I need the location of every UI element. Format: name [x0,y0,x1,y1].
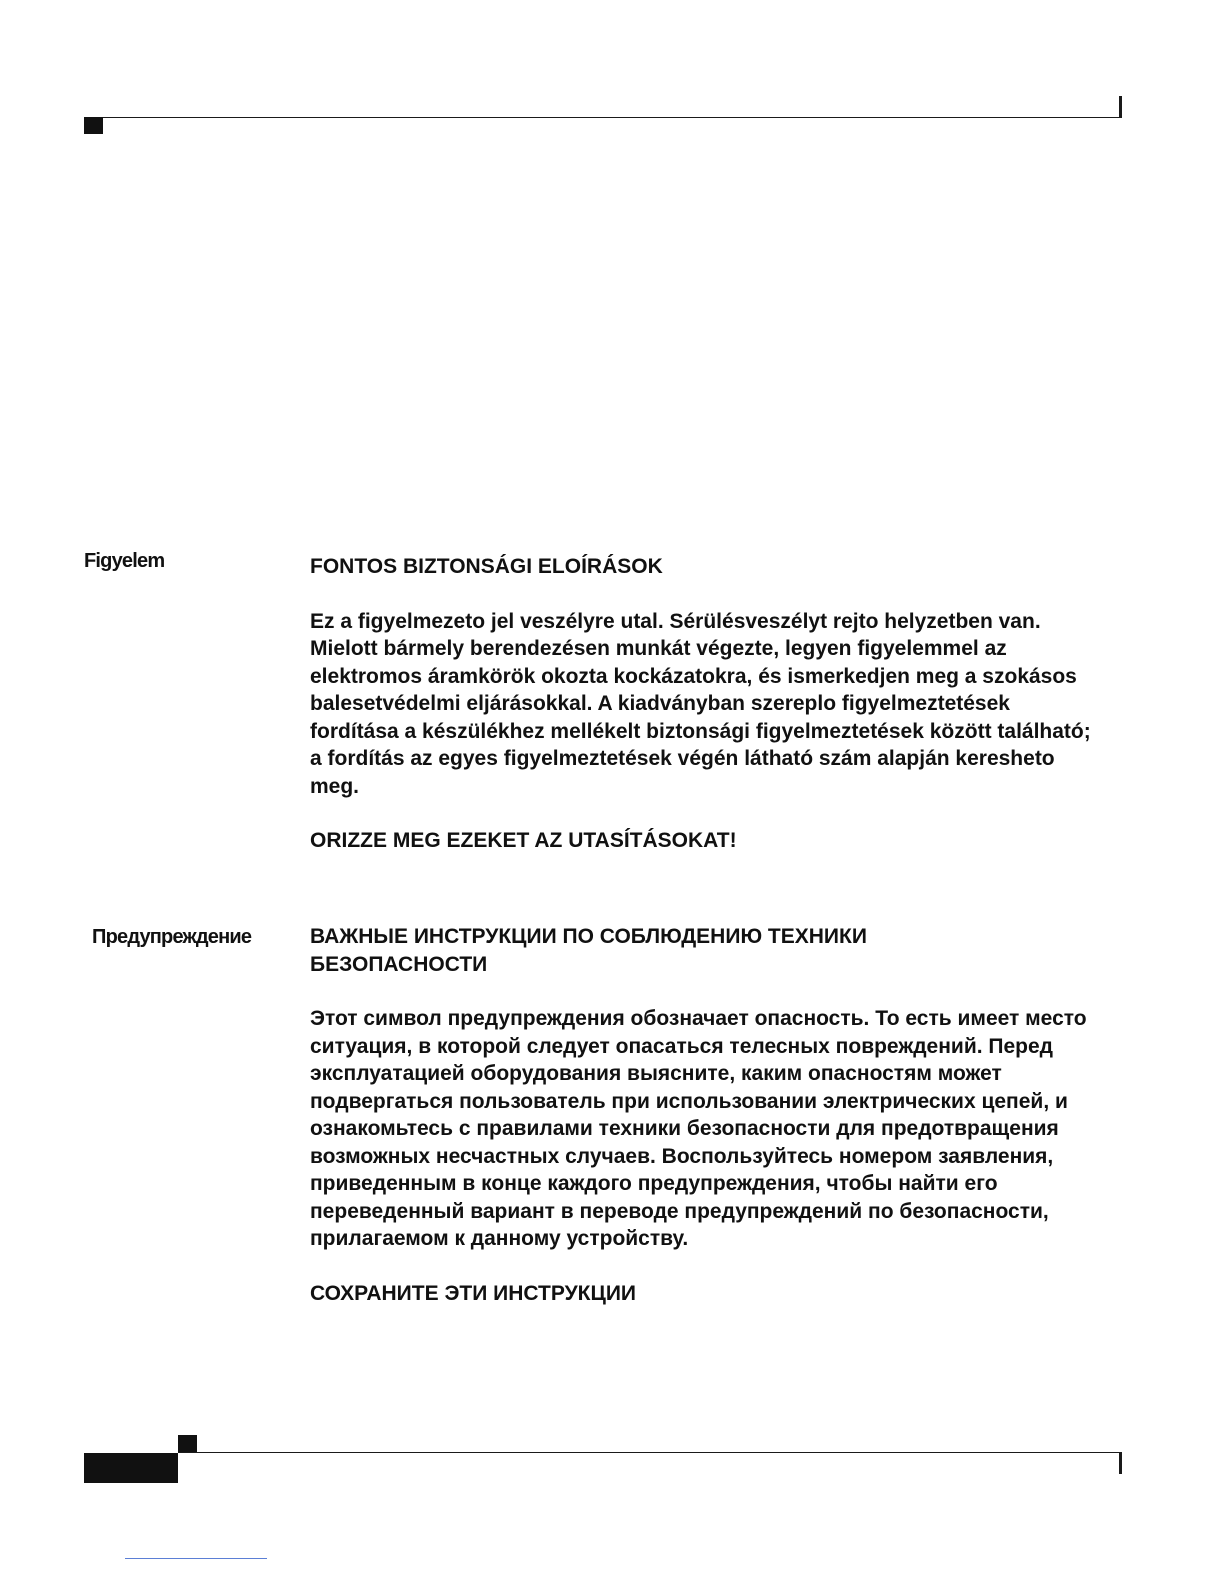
warning-heading: FONTOS BIZTONSÁGI ELOÍRÁSOK [310,555,663,578]
footer-page-block [84,1453,178,1483]
footer-corner-marker [178,1435,197,1453]
header-tick-mark [1119,96,1122,118]
warning-body: Этот символ предупреждения обозначает опасность. То есть имеет место ситуация, в которой следует опасаться телесных повреждений. Перед эксплуатацией оборудования выясните, каким опасностям может подвергаться пользователь при использовании электрических цепей, и ознакомьтесь с правилами техники безопасности для предотвращения возможных несчастных случаев. Воспользуйтесь номером заявления, приведенным в конце каждого предупреждения, чтобы найти его переведенный вариант в переводе предупреждений по безопасности, прилагаемом к данному устройству. [310,1007,1087,1250]
warning-save-instructions: ORIZZE MEG EZEKET AZ UTASÍTÁSOKAT! [310,829,737,852]
footer-tick-mark [1119,1453,1122,1474]
warning-label-russian: Предупреждение [92,926,252,948]
warning-label-hungarian: Figyelem [84,550,165,572]
header-corner-marker [84,117,103,134]
header-rule [84,117,1122,118]
footer-rule [178,1452,1122,1453]
footer-link-underline [125,1558,267,1559]
warning-heading: ВАЖНЫЕ ИНСТРУКЦИИ ПО СОБЛЮДЕНИЮ ТЕХНИКИ БЕЗОПАСНОСТИ [310,925,867,976]
warning-body: Ez a figyelmezeto jel veszélyre utal. Sérülésveszélyt rejto helyzetben van. Mielott bármely berendezésen munkát végezte, legyen figyelemmel az elektromos áramkörök okozta kockázatokra, és ismerkedjen meg a szokásos balesetvédelmi eljárásokkal. A kiadványban szereplo figyelmeztetések fordítása a készülékhez mellékelt biztonsági figyelmeztetések között található; a fordítás az egyes figyelmeztetések végén látható szám alapján keresheto meg. [310,609,1091,798]
warning-section-russian [310,923,1110,1307]
warning-save-instructions: СОХРАНИТЕ ЭТИ ИНСТРУКЦИИ [310,1281,637,1305]
warning-section-hungarian [310,553,1110,855]
